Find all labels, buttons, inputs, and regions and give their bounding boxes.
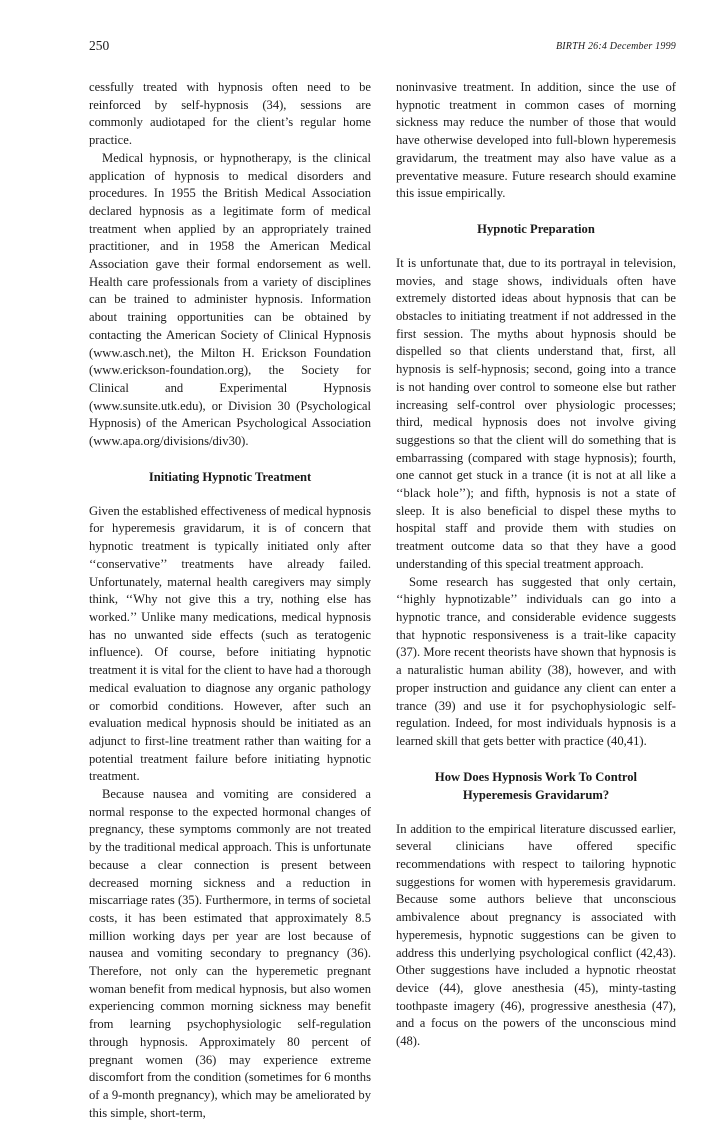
paragraph: cessfully treated with hypnosis often need to be reinforced by self-hypnosis (34), sessions are commonly audiotaped for the client’s regular home practice. [89, 80, 371, 148]
heading-line: Hyperemesis Gravidarum? [462, 787, 610, 802]
paragraph: Some research has suggested that only certain, ‘‘highly hypnotizable’’ individuals can go into a hypnotic trance, and considerable evidence suggests that hypnotic responsiveness is a trait-like capacity (37). More recent theorists have shown that hypnosis is a naturalistic human ability (38), however, and with proper instruction and guidance any client can enter a trance (39) and use it for psychophysiologic self-regulation. Indeed, for most individuals hypnosis is a learned skill that gets better with practice (40,41). [396, 574, 676, 748]
section-heading: Hypnotic Preparation [477, 221, 595, 236]
paragraph: In addition to the empirical literature discussed earlier, several clinicians have offered specific recommendations with respect to tailoring hypnotic suggestions for women with hyperemesis gravidarum. Because some authors believe that unconscious ambivalence about pregnancy is associated with hyperemesis, hypnotic suggestions can be given to address this underlying psychological conflict (42,43). Other suggestions have included a hypnotic rheostat device (44), glove anesthesia (45), minty-tasting toothpaste imagery (46), progressive anesthesia (47), and a focus on the powers of the unconscious mind (48). [396, 821, 676, 1049]
section-heading [396, 768, 676, 804]
heading-line: How Does Hypnosis Work To Control [434, 769, 638, 784]
section-heading: Initiating Hypnotic Treatment [148, 469, 312, 484]
paragraph: Because nausea and vomiting are considered a normal response to the expected hormonal changes of pregnancy, these symptoms commonly are not treated by the traditional medical approach. This is unfortunate because a clear connection is present between decreased morning sickness and a reduction in miscarriage rates (35). Furthermore, in terms of societal costs, it has been estimated that approximately 8.5 million working days per year are lost because of nausea and vomiting secondary to pregnancy (36). Therefore, not only can the hyperemetic pregnant woman benefit from medical hypnosis, but also women experiencing common morning sickness may benefit from learning psychophysiologic self-regulation through hypnosis. Approximately 80 percent of pregnant women (36) may experience extreme discomfort from the condition (sometimes for 6 months of a 9-month pregnancy), which may be ameliorated by this simple, short-term, [89, 787, 371, 1120]
running-head: BIRTH 26:4 December 1999 [555, 41, 676, 52]
paragraph: It is unfortunate that, due to its portrayal in television, movies, and stage shows, individuals often have extremely distorted ideas about hypnosis that can be obstacles to initiating treatment if not addressed in the first session. The myths about hypnosis should be dispelled so that clients understand that, first, all hypnosis is self-hypnosis; second, going into a trance is not handing over control to someone else but rather increasing self-control over physiologic processes; third, medical hypnosis does not involve giving suggestions so that the client will do something that is embarrassing (compared with stage hypnosis); fourth, one cannot get stuck in a trance (it is not at all like a ‘‘black hole’’); and fifth, hypnosis is not a state of sleep. It is also beneficial to dispel these myths to hospital staff and provide them with studies on treatment outcome data so that they have a good understanding of this special treatment approach. [396, 255, 676, 571]
paragraph: Medical hypnosis, or hypnotherapy, is the clinical application of hypnosis to medical disorders and procedures. In 1955 the British Medical Association declared hypnosis as a legitimate form of medical treatment when applied by an appropriately trained practitioner, and in 1958 the American Medical Association gave their formal endorsement as well. Health care professionals from a variety of disciplines can be trained to administer hypnosis. Information about training opportunities can be obtained by contacting the American Society of Clinical Hypnosis (www.asch.net), the Milton H. Erickson Foundation (www.erickson-foundation.org), the Society for Clinical and Experimental Hypnosis (www.sunsite.utk.edu), or Division 30 (Psychological Hypnosis) of the American Psychological Association (www.apa.org/divisions/div30). [89, 150, 371, 449]
paragraph: noninvasive treatment. In addition, since the use of hypnotic treatment in common cases of morning sickness may reduce the number of those that would have otherwise developed into full-blown hyperemesis gravidarum, the treatment may also have value as a preventative measure. Future research should examine this issue empirically. [396, 80, 676, 201]
page-number: 250 [89, 38, 110, 53]
left-column [89, 79, 371, 1122]
page-header [89, 38, 676, 58]
paragraph: Given the established effectiveness of medical hypnosis for hyperemesis gravidarum, it is of concern that hypnotic treatment is typically initiated only after ‘‘conservative’’ treatments have already failed. Unfortunately, maternal health caregivers may simply think, ‘‘Why not give this a try, nothing else has worked.’’ Unlike many medications, medical hypnosis has no unwanted side effects (such as teratogenic influence). Of course, before initiating hypnotic treatment it is vital for the client to have had a thorough medical evaluation to diagnose any organic pathology or comorbid conditions. However, after such an evaluation medical hypnosis should be initiated as an adjunct to first-line treatment rather than waiting for a potential treatment failure before initiating hypnotic treatment. [89, 503, 371, 784]
right-column [396, 79, 676, 1051]
